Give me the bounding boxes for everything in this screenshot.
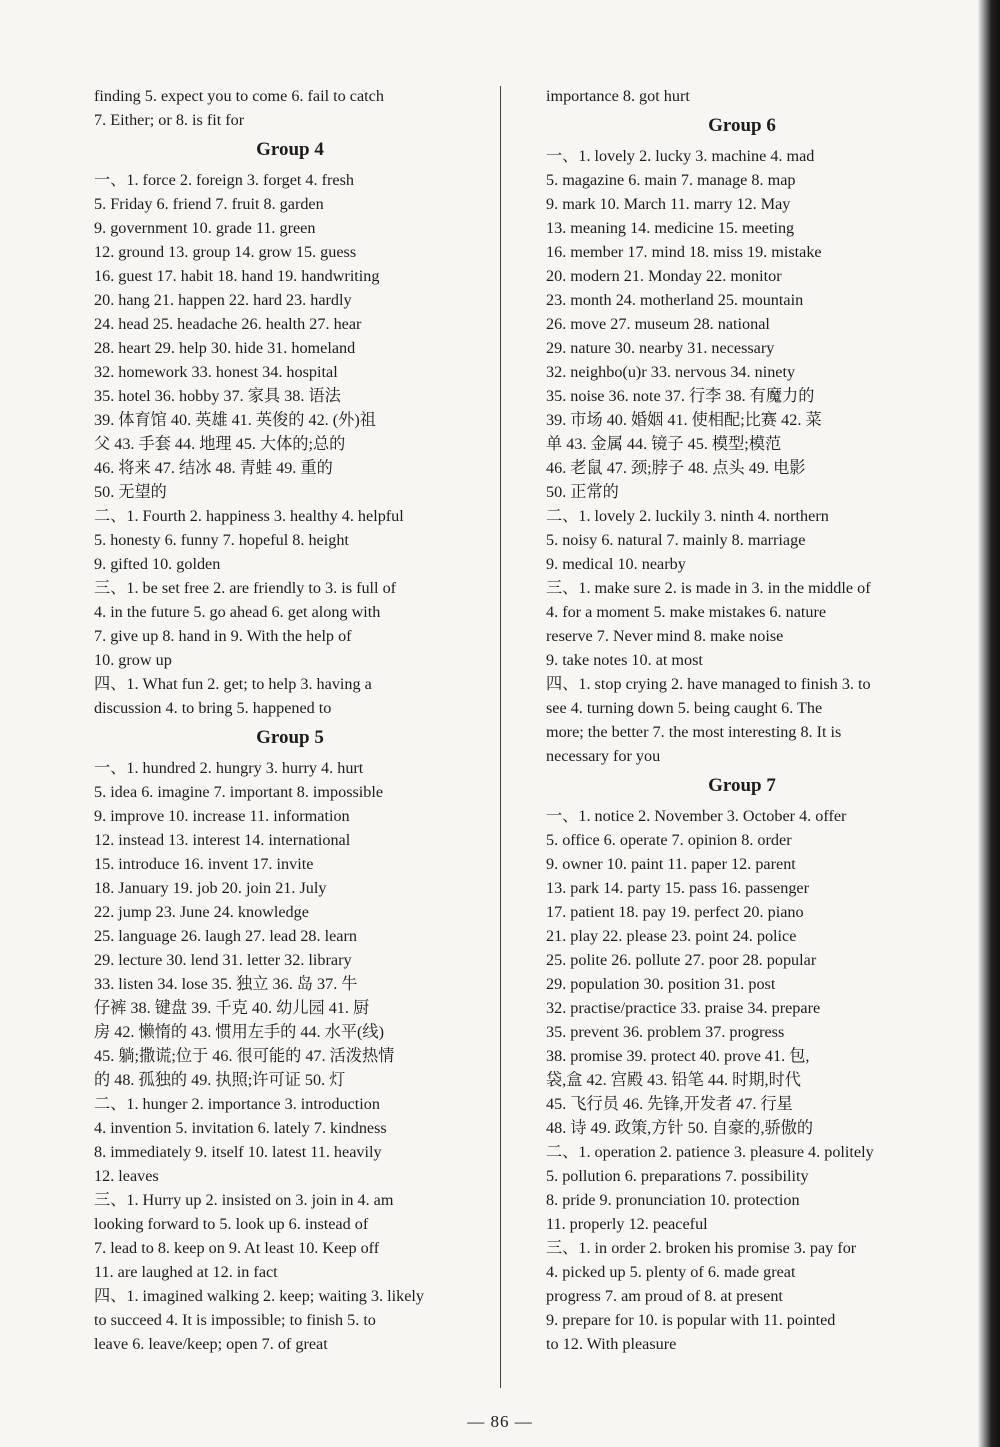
page-number: — 86 —: [467, 1412, 533, 1431]
answer-line: reserve 7. Never mind 8. make noise: [546, 627, 784, 645]
answer-line: 13. park 14. party 15. pass 16. passenger: [546, 879, 809, 897]
answer-line: 9. improve 10. increase 11. information: [94, 807, 350, 825]
answer-line: 12. ground 13. group 14. grow 15. guess: [94, 243, 357, 261]
answer-line: 一、1. hundred 2. hungry 3. hurry 4. hurt: [94, 759, 364, 777]
answer-line: 16. guest 17. habit 18. hand 19. handwriting: [94, 267, 380, 285]
answer-line: 32. neighbo(u)r 33. nervous 34. ninety: [546, 363, 796, 381]
answer-line: 25. language 26. laugh 27. lead 28. learn: [94, 927, 357, 945]
answer-line: 16. member 17. mind 18. miss 19. mistake: [546, 243, 822, 261]
column-divider: [500, 86, 501, 1388]
answer-line: 46. 老鼠 47. 颈;脖子 48. 点头 49. 电影: [546, 459, 806, 477]
answer-line: 四、1. imagined walking 2. keep; waiting 3. likely: [94, 1287, 424, 1305]
answer-line: 11. are laughed at 12. in fact: [94, 1263, 278, 1281]
answer-line: 9. gifted 10. golden: [94, 555, 221, 573]
answer-line: 9. government 10. grade 11. green: [94, 219, 316, 237]
answer-line: to succeed 4. It is impossible; to finish 5. to: [94, 1311, 376, 1329]
answer-line: 5. Friday 6. friend 7. fruit 8. garden: [94, 195, 324, 213]
answer-line: 仔裤 38. 键盘 39. 千克 40. 幼儿园 41. 厨: [94, 999, 370, 1017]
answer-line: 46. 将来 47. 结冰 48. 青蛙 49. 重的: [94, 459, 333, 477]
answer-line: 5. honesty 6. funny 7. hopeful 8. height: [94, 531, 349, 549]
answer-line: 4. picked up 5. plenty of 6. made great: [546, 1263, 796, 1281]
answer-line: 35. prevent 36. problem 37. progress: [546, 1023, 785, 1041]
scan-edge: [978, 0, 1000, 1447]
answer-line: 23. month 24. motherland 25. mountain: [546, 291, 804, 309]
answer-line: 22. jump 23. June 24. knowledge: [94, 903, 309, 921]
answer-line: 45. 飞行员 46. 先锋,开发者 47. 行星: [546, 1095, 793, 1113]
answer-line: 二、1. hunger 2. importance 3. introduction: [94, 1095, 380, 1113]
answer-line: 18. January 19. job 20. join 21. July: [94, 879, 327, 897]
answer-line: 三、1. Hurry up 2. insisted on 3. join in 4. am: [94, 1191, 394, 1209]
answer-line: 4. invention 5. invitation 6. lately 7. kindness: [94, 1119, 387, 1137]
answer-line: 17. patient 18. pay 19. perfect 20. piano: [546, 903, 804, 921]
group-heading: Group 4: [256, 139, 324, 160]
answer-line: 5. magazine 6. main 7. manage 8. map: [546, 171, 796, 189]
answer-line: 35. hotel 36. hobby 37. 家具 38. 语法: [94, 387, 341, 405]
answer-line: 父 43. 手套 44. 地理 45. 大体的;总的: [94, 435, 346, 453]
answer-line: 7. give up 8. hand in 9. With the help of: [94, 627, 352, 645]
left-column: [94, 84, 486, 1356]
answer-line: 9. medical 10. nearby: [546, 555, 686, 573]
answer-line: looking forward to 5. look up 6. instead of: [94, 1215, 369, 1233]
answer-line: 32. practise/practice 33. praise 34. prepare: [546, 999, 821, 1017]
answer-line: 袋,盒 42. 宫殿 43. 铅笔 44. 时期,时代: [546, 1071, 801, 1089]
answer-line: 7. lead to 8. keep on 9. At least 10. Keep off: [94, 1239, 380, 1257]
answer-line: 29. nature 30. nearby 31. necessary: [546, 339, 775, 357]
answer-line: 5. office 6. operate 7. opinion 8. order: [546, 831, 792, 849]
answer-line: 12. instead 13. interest 14. international: [94, 831, 351, 849]
answer-line: 9. owner 10. paint 11. paper 12. parent: [546, 855, 796, 873]
answer-line: necessary for you: [546, 747, 661, 765]
answer-line: 5. noisy 6. natural 7. mainly 8. marriage: [546, 531, 806, 549]
answer-line: 20. modern 21. Monday 22. monitor: [546, 267, 782, 285]
answer-line: 9. mark 10. March 11. marry 12. May: [546, 195, 791, 213]
answer-line: 房 42. 懒惰的 43. 惯用左手的 44. 水平(线): [94, 1023, 385, 1041]
answer-line: 5. idea 6. imagine 7. important 8. impossible: [94, 783, 384, 801]
answer-line: finding 5. expect you to come 6. fail to catch: [94, 87, 384, 105]
answer-line: leave 6. leave/keep; open 7. of great: [94, 1335, 328, 1353]
answer-line: 8. immediately 9. itself 10. latest 11. heavily: [94, 1143, 382, 1161]
answer-line: 29. population 30. position 31. post: [546, 975, 776, 993]
answer-line: 25. polite 26. pollute 27. poor 28. popular: [546, 951, 817, 969]
answer-line: 39. 体育馆 40. 英雄 41. 英俊的 42. (外)祖: [94, 411, 376, 429]
answer-line: discussion 4. to bring 5. happened to: [94, 699, 332, 717]
answer-line: 一、1. notice 2. November 3. October 4. offer: [546, 807, 847, 825]
answer-line: 29. lecture 30. lend 31. letter 32. library: [94, 951, 352, 969]
answer-line: 5. pollution 6. preparations 7. possibility: [546, 1167, 809, 1185]
answer-line: 二、1. Fourth 2. happiness 3. healthy 4. helpful: [94, 507, 404, 525]
answer-line: 一、1. lovely 2. lucky 3. machine 4. mad: [546, 147, 815, 165]
answer-line: 三、1. be set free 2. are friendly to 3. is full of: [94, 579, 397, 597]
answer-line: 38. promise 39. protect 40. prove 41. 包,: [546, 1047, 810, 1065]
answer-line: 39. 市场 40. 婚姻 41. 使相配;比赛 42. 菜: [546, 411, 822, 429]
answer-line: 24. head 25. headache 26. health 27. hear: [94, 315, 362, 333]
answer-line: 21. play 22. please 23. point 24. police: [546, 927, 797, 945]
answer-line: 的 48. 孤独的 49. 执照;许可证 50. 灯: [94, 1071, 346, 1089]
answer-line: 四、1. What fun 2. get; to help 3. having a: [94, 675, 372, 693]
answer-line: importance 8. got hurt: [546, 87, 690, 105]
answer-line: 三、1. in order 2. broken his promise 3. pay for: [546, 1239, 857, 1257]
answer-line: 50. 正常的: [546, 483, 619, 501]
answer-line: 9. prepare for 10. is popular with 11. pointed: [546, 1311, 836, 1329]
right-column: [546, 84, 938, 1356]
answer-line: more; the better 7. the most interesting 8. It is: [546, 723, 842, 741]
answer-line: 4. for a moment 5. make mistakes 6. nature: [546, 603, 827, 621]
answer-line: 28. heart 29. help 30. hide 31. homeland: [94, 339, 356, 357]
answer-line: 二、1. operation 2. patience 3. pleasure 4. politely: [546, 1143, 874, 1161]
answer-line: to 12. With pleasure: [546, 1335, 677, 1353]
answer-line: 15. introduce 16. invent 17. invite: [94, 855, 314, 873]
answer-line: 7. Either; or 8. is fit for: [94, 111, 245, 129]
answer-line: 13. meaning 14. medicine 15. meeting: [546, 219, 795, 237]
answer-line: 一、1. force 2. foreign 3. forget 4. fresh: [94, 171, 354, 189]
answer-line: see 4. turning down 5. being caught 6. The: [546, 699, 823, 717]
answer-line: 11. properly 12. peaceful: [546, 1215, 708, 1233]
answer-line: 26. move 27. museum 28. national: [546, 315, 770, 333]
answer-line: 33. listen 34. lose 35. 独立 36. 岛 37. 牛: [94, 975, 358, 993]
answer-line: 35. noise 36. note 37. 行李 38. 有魔力的: [546, 387, 815, 405]
answer-line: 单 43. 金属 44. 镜子 45. 模型;模范: [546, 435, 782, 453]
answer-line: 32. homework 33. honest 34. hospital: [94, 363, 338, 381]
answer-line: 20. hang 21. happen 22. hard 23. hardly: [94, 291, 352, 309]
answer-line: 4. in the future 5. go ahead 6. get along with: [94, 603, 381, 621]
answer-line: 50. 无望的: [94, 483, 167, 501]
group-heading: Group 7: [708, 775, 776, 796]
answer-line: 二、1. lovely 2. luckily 3. ninth 4. northern: [546, 507, 829, 525]
group-heading: Group 6: [708, 115, 776, 136]
answer-line: 三、1. make sure 2. is made in 3. in the middle of: [546, 579, 871, 597]
answer-line: 12. leaves: [94, 1167, 159, 1185]
answer-line: 9. take notes 10. at most: [546, 651, 703, 669]
page-number-value: 86: [490, 1412, 510, 1431]
answer-line: 48. 诗 49. 政策,方针 50. 自豪的,骄傲的: [546, 1119, 814, 1137]
answer-line: 8. pride 9. pronunciation 10. protection: [546, 1191, 800, 1209]
answer-line: 10. grow up: [94, 651, 172, 669]
group-heading: Group 5: [256, 727, 324, 748]
answer-line: 四、1. stop crying 2. have managed to finish 3. to: [546, 675, 871, 693]
answer-line: 45. 躺;撒谎;位于 46. 很可能的 47. 活泼热情: [94, 1047, 395, 1065]
answer-line: progress 7. am proud of 8. at present: [546, 1287, 783, 1305]
